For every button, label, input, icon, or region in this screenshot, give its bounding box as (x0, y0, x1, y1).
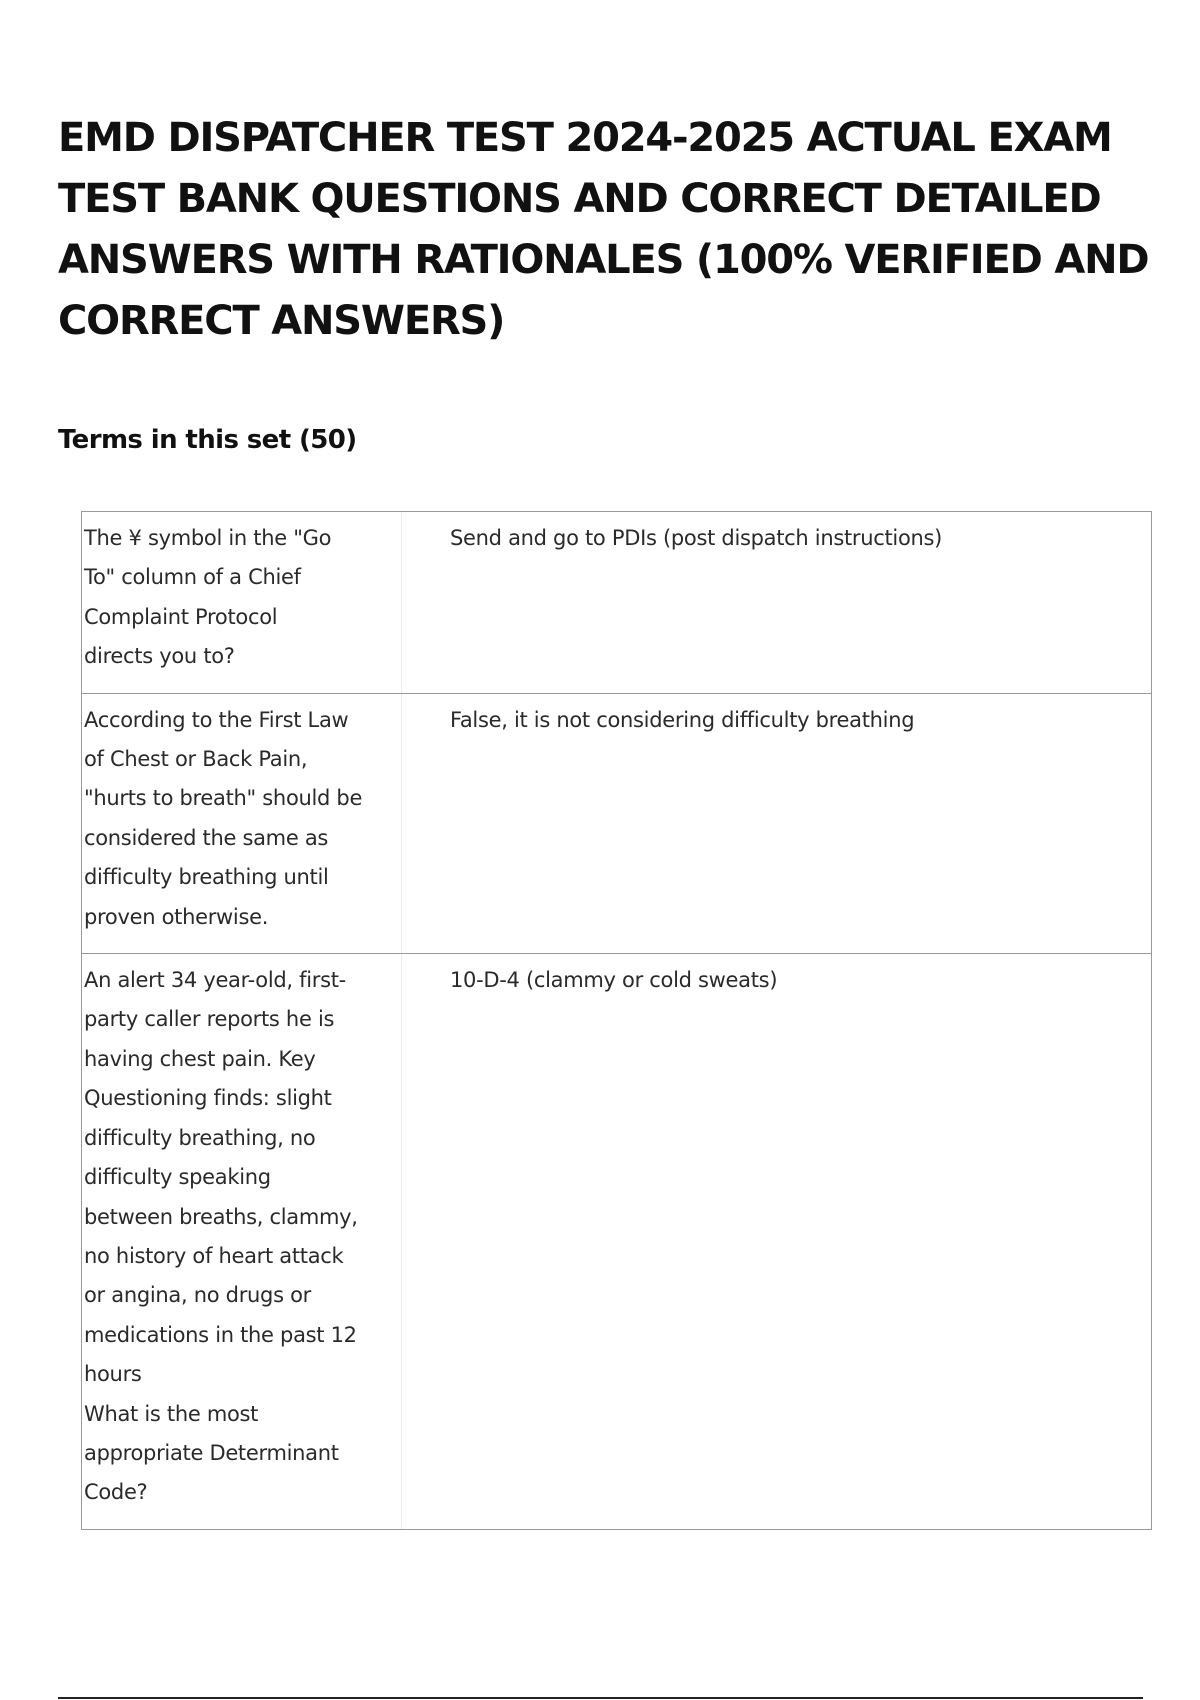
term-row (82, 693, 1151, 953)
page-title: EMD DISPATCHER TEST 2024-2025 ACTUAL EXAM TEST BANK QUESTIONS AND CORRECT DETAILED ANSWERS WITH RATIONALES (100% VERIFIED AND CORRECT ANSWERS) (58, 115, 1149, 344)
term-row (82, 953, 1151, 1529)
term-answer: False, it is not considering difficulty breathing (450, 707, 915, 732)
terms-set-heading: Terms in this set (50) (58, 425, 357, 455)
term-answer: 10-D-4 (clammy or cold sweats) (450, 968, 778, 993)
term-row (82, 512, 1151, 693)
term-question: According to the First Law of Chest or Back Pain, "hurts to breath" should be considered the same as difficulty breathing until proven otherwise. (82, 694, 402, 953)
page-bottom-divider (58, 1697, 1143, 1699)
term-answer: Send and go to PDIs (post dispatch instructions) (450, 526, 943, 550)
terms-table (81, 511, 1152, 1530)
term-question: An alert 34 year-old, first- party caller reports he is having chest pain. Key Questioning finds: slight difficulty breathing, no difficulty speaking between breaths, clammy, no history of heart attack or angina, no drugs or medications in the past 12 hours What is the most appropriate Determinant Code? (82, 954, 402, 1529)
term-question: The ¥ symbol in the "Go To" column of a Chief Complaint Protocol directs you to? (82, 512, 402, 693)
